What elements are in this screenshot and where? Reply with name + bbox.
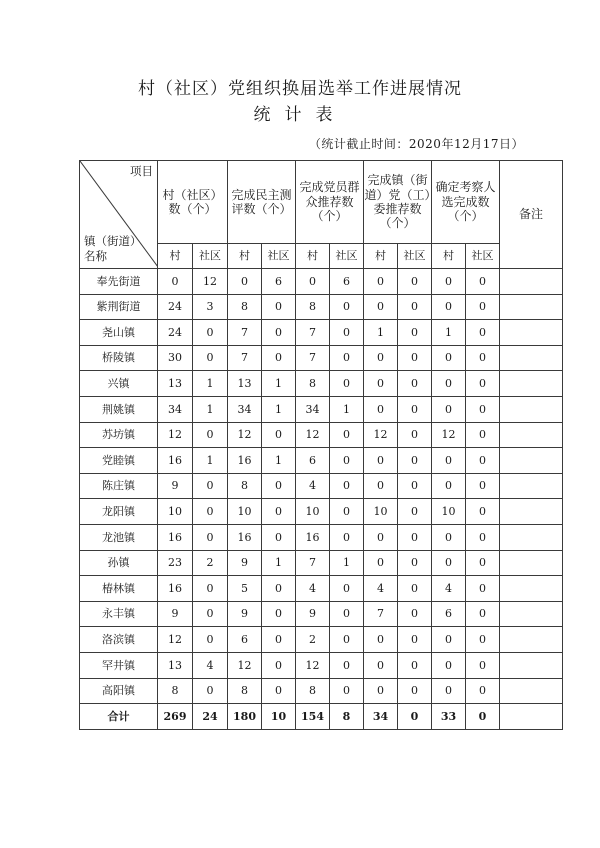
town-name: 龙池镇	[80, 524, 158, 550]
table-cell: 8	[296, 294, 330, 320]
table-cell: 0	[466, 345, 500, 371]
table-cell: 7	[228, 345, 262, 371]
table-cell: 0	[193, 601, 228, 627]
table-cell: 10	[432, 499, 466, 525]
table-cell: 0	[466, 448, 500, 474]
group-header-committee-recommendation: 完成镇（街道）党（工）委推荐数（个）	[364, 161, 432, 244]
table-cell: 1	[193, 448, 228, 474]
table-cell: 0	[466, 473, 500, 499]
town-name: 孙镇	[80, 550, 158, 576]
table-cell: 7	[296, 550, 330, 576]
table-cell: 0	[262, 627, 296, 653]
table-cell: 0	[398, 550, 432, 576]
table-cell: 8	[330, 704, 364, 730]
town-name: 罕井镇	[80, 652, 158, 678]
table-cell: 0	[262, 499, 296, 525]
town-name: 高阳镇	[80, 678, 158, 704]
table-cell: 16	[296, 524, 330, 550]
table-cell: 4	[296, 576, 330, 602]
table-row	[80, 473, 563, 499]
corner-label-item: 项目	[130, 164, 153, 178]
table-cell: 0	[193, 524, 228, 550]
table-row	[80, 422, 563, 448]
sub-header-village: 村	[228, 244, 262, 269]
remark-cell	[500, 473, 563, 499]
table-cell: 0	[398, 294, 432, 320]
remark-cell	[500, 627, 563, 653]
table-cell: 33	[432, 704, 466, 730]
group-header-village-count: 村（社区）数（个）	[158, 161, 228, 244]
table-cell: 0	[398, 448, 432, 474]
table-cell: 0	[466, 524, 500, 550]
table-cell: 0	[466, 550, 500, 576]
table-row	[80, 499, 563, 525]
table-cell: 0	[466, 499, 500, 525]
document-title: 村（社区）党组织换届选举工作进展情况	[138, 79, 462, 99]
table-cell: 5	[228, 576, 262, 602]
town-name: 兴镇	[80, 371, 158, 397]
table-cell: 0	[364, 473, 398, 499]
table-cell: 0	[364, 524, 398, 550]
table-cell: 6	[330, 269, 364, 295]
table-cell: 0	[262, 601, 296, 627]
sub-header-community: 社区	[193, 244, 228, 269]
table-cell: 8	[158, 678, 193, 704]
sub-header-community: 社区	[398, 244, 432, 269]
table-cell: 0	[262, 524, 296, 550]
table-cell: 1	[193, 371, 228, 397]
table-cell: 0	[466, 320, 500, 346]
remark-cell	[500, 652, 563, 678]
town-name: 苏坊镇	[80, 422, 158, 448]
table-cell: 1	[262, 448, 296, 474]
table-cell: 8	[228, 473, 262, 499]
remark-cell	[500, 371, 563, 397]
table-cell: 34	[296, 396, 330, 422]
table-row	[80, 320, 563, 346]
table-row	[80, 524, 563, 550]
remark-cell	[500, 269, 563, 295]
table-cell: 0	[432, 473, 466, 499]
table-cell: 16	[228, 448, 262, 474]
group-header-democratic-evaluation: 完成民主测评数（个）	[228, 161, 296, 244]
town-name: 洛滨镇	[80, 627, 158, 653]
table-row	[80, 371, 563, 397]
table-cell: 0	[330, 678, 364, 704]
sub-header-village: 村	[432, 244, 466, 269]
table-cell: 12	[158, 422, 193, 448]
table-cell: 0	[330, 627, 364, 653]
table-cell: 0	[364, 678, 398, 704]
table-cell: 0	[193, 678, 228, 704]
table-cell: 0	[398, 652, 432, 678]
remark-cell	[500, 396, 563, 422]
remark-cell	[500, 422, 563, 448]
table-cell: 10	[228, 499, 262, 525]
table-cell: 8	[228, 678, 262, 704]
table-row	[80, 269, 563, 295]
table-cell: 0	[398, 576, 432, 602]
table-cell: 0	[364, 550, 398, 576]
table-cell: 0	[364, 396, 398, 422]
town-name: 椿林镇	[80, 576, 158, 602]
table-cell: 0	[364, 448, 398, 474]
table-cell: 0	[398, 473, 432, 499]
table-cell: 0	[398, 627, 432, 653]
table-cell: 0	[296, 269, 330, 295]
table-cell: 7	[364, 601, 398, 627]
table-cell: 10	[158, 499, 193, 525]
table-cell: 7	[228, 320, 262, 346]
table-cell: 6	[432, 601, 466, 627]
table-cell: 0	[330, 473, 364, 499]
table-cell: 0	[330, 524, 364, 550]
table-cell: 0	[330, 294, 364, 320]
table-cell: 0	[193, 345, 228, 371]
table-cell: 0	[193, 576, 228, 602]
table-cell: 24	[158, 320, 193, 346]
table-cell: 0	[193, 627, 228, 653]
table-cell: 8	[296, 678, 330, 704]
table-cell: 0	[193, 473, 228, 499]
table-cell: 4	[364, 576, 398, 602]
table-cell: 12	[296, 422, 330, 448]
table-cell: 12	[228, 652, 262, 678]
table-cell: 12	[432, 422, 466, 448]
table-cell: 0	[262, 576, 296, 602]
table-cell: 0	[262, 320, 296, 346]
table-cell: 0	[466, 627, 500, 653]
town-name: 荆姚镇	[80, 396, 158, 422]
table-cell: 0	[330, 576, 364, 602]
remark-cell	[500, 576, 563, 602]
table-row	[80, 576, 563, 602]
table-cell: 0	[398, 704, 432, 730]
table-cell: 10	[296, 499, 330, 525]
table-cell: 0	[432, 294, 466, 320]
table-cell: 0	[432, 678, 466, 704]
table-cell: 6	[296, 448, 330, 474]
table-cell: 0	[432, 269, 466, 295]
table-cell: 4	[296, 473, 330, 499]
statistics-table	[79, 160, 563, 730]
table-cell: 180	[228, 704, 262, 730]
table-cell: 7	[296, 345, 330, 371]
table-cell: 8	[296, 371, 330, 397]
corner-header	[80, 161, 158, 269]
table-cell: 0	[466, 269, 500, 295]
table-cell: 30	[158, 345, 193, 371]
town-name: 桥陵镇	[80, 345, 158, 371]
table-cell: 16	[158, 524, 193, 550]
cutoff-date-note: （统计截止时间：2020年12月17日）	[308, 137, 524, 151]
table-row	[80, 448, 563, 474]
table-cell: 0	[432, 524, 466, 550]
remark-cell	[500, 499, 563, 525]
table-cell: 0	[262, 678, 296, 704]
table-cell: 0	[466, 601, 500, 627]
table-cell: 12	[364, 422, 398, 448]
table-cell: 3	[193, 294, 228, 320]
table-cell: 0	[262, 345, 296, 371]
sub-header-community: 社区	[330, 244, 364, 269]
table-cell: 0	[432, 345, 466, 371]
table-cell: 154	[296, 704, 330, 730]
table-row	[80, 294, 563, 320]
table-cell: 0	[466, 652, 500, 678]
table-cell: 10	[364, 499, 398, 525]
table-cell: 7	[296, 320, 330, 346]
table-cell: 0	[432, 652, 466, 678]
table-cell: 0	[466, 422, 500, 448]
table-cell: 0	[262, 294, 296, 320]
table-cell: 0	[398, 601, 432, 627]
table-cell: 0	[398, 371, 432, 397]
table-cell: 12	[158, 627, 193, 653]
table-cell: 0	[330, 371, 364, 397]
table-cell: 0	[193, 499, 228, 525]
table-cell: 0	[466, 678, 500, 704]
town-name: 陈庄镇	[80, 473, 158, 499]
table-cell: 0	[330, 422, 364, 448]
remark-cell	[500, 550, 563, 576]
sub-header-village: 村	[364, 244, 398, 269]
table-cell: 0	[364, 627, 398, 653]
table-cell: 9	[296, 601, 330, 627]
table-cell: 0	[262, 652, 296, 678]
table-cell: 0	[398, 345, 432, 371]
table-cell: 0	[330, 601, 364, 627]
table-cell: 0	[398, 422, 432, 448]
table-cell: 9	[158, 473, 193, 499]
table-cell: 34	[364, 704, 398, 730]
table-cell: 0	[158, 269, 193, 295]
table-cell: 0	[466, 294, 500, 320]
table-cell: 6	[262, 269, 296, 295]
table-cell: 24	[193, 704, 228, 730]
table-row	[80, 627, 563, 653]
table-cell: 0	[330, 320, 364, 346]
table-cell: 10	[262, 704, 296, 730]
table-cell: 34	[158, 396, 193, 422]
table-cell: 2	[296, 627, 330, 653]
table-cell: 0	[466, 371, 500, 397]
table-cell: 0	[466, 704, 500, 730]
table-cell: 269	[158, 704, 193, 730]
table-cell: 24	[158, 294, 193, 320]
table-cell: 0	[398, 678, 432, 704]
table-cell: 1	[432, 320, 466, 346]
table-cell: 0	[364, 652, 398, 678]
sub-header-village: 村	[158, 244, 193, 269]
table-cell: 0	[262, 473, 296, 499]
table-cell: 0	[432, 396, 466, 422]
table-cell: 1	[330, 550, 364, 576]
table-cell: 0	[398, 396, 432, 422]
table-cell: 0	[330, 448, 364, 474]
table-cell: 4	[193, 652, 228, 678]
table-cell: 4	[432, 576, 466, 602]
table-cell: 6	[228, 627, 262, 653]
remark-header: 备注	[500, 161, 563, 269]
town-name: 龙阳镇	[80, 499, 158, 525]
group-header-candidate-confirmed: 确定考察人选完成数（个）	[432, 161, 500, 244]
remark-cell	[500, 320, 563, 346]
table-cell: 0	[398, 269, 432, 295]
table-cell: 0	[193, 422, 228, 448]
table-body	[80, 269, 563, 730]
table-cell: 13	[158, 371, 193, 397]
remark-cell	[500, 448, 563, 474]
table-cell: 0	[193, 320, 228, 346]
table-row	[80, 652, 563, 678]
table-cell: 1	[262, 550, 296, 576]
remark-cell	[500, 345, 563, 371]
remark-cell	[500, 294, 563, 320]
table-cell: 9	[228, 601, 262, 627]
table-cell: 0	[398, 320, 432, 346]
total-label: 合计	[80, 704, 158, 730]
table-cell: 9	[228, 550, 262, 576]
table-cell: 16	[228, 524, 262, 550]
town-name: 尧山镇	[80, 320, 158, 346]
table-cell: 12	[296, 652, 330, 678]
table-cell: 9	[158, 601, 193, 627]
table-cell: 0	[262, 422, 296, 448]
table-cell: 23	[158, 550, 193, 576]
table-row	[80, 396, 563, 422]
table-cell: 0	[432, 550, 466, 576]
table-cell: 13	[228, 371, 262, 397]
table-cell: 0	[432, 448, 466, 474]
total-row	[80, 704, 563, 730]
town-name: 紫荆街道	[80, 294, 158, 320]
corner-label-town: 镇（街道） 名称	[84, 234, 142, 264]
document-subtitle: 统计表	[253, 105, 347, 125]
town-name: 永丰镇	[80, 601, 158, 627]
remark-cell	[500, 601, 563, 627]
table-cell: 12	[193, 269, 228, 295]
table-cell: 1	[330, 396, 364, 422]
table-cell: 16	[158, 448, 193, 474]
table-cell: 1	[262, 396, 296, 422]
table-cell: 0	[330, 499, 364, 525]
table-cell: 0	[398, 524, 432, 550]
table-cell: 0	[364, 371, 398, 397]
table-cell: 16	[158, 576, 193, 602]
table-row	[80, 678, 563, 704]
table-cell: 0	[432, 371, 466, 397]
table-cell: 0	[398, 499, 432, 525]
table-cell: 0	[330, 652, 364, 678]
sub-header-village: 村	[296, 244, 330, 269]
table-cell: 0	[364, 345, 398, 371]
table-row	[80, 345, 563, 371]
table-cell: 12	[228, 422, 262, 448]
table-cell: 0	[364, 269, 398, 295]
table-row	[80, 601, 563, 627]
table-cell: 13	[158, 652, 193, 678]
table-cell: 2	[193, 550, 228, 576]
table-cell: 0	[330, 345, 364, 371]
remark-cell	[500, 704, 563, 730]
remark-cell	[500, 524, 563, 550]
table-cell: 1	[193, 396, 228, 422]
town-name: 奉先街道	[80, 269, 158, 295]
table-cell: 0	[228, 269, 262, 295]
table-cell: 0	[364, 294, 398, 320]
table-cell: 1	[262, 371, 296, 397]
table-cell: 0	[432, 627, 466, 653]
remark-cell	[500, 678, 563, 704]
table-row	[80, 550, 563, 576]
table-cell: 1	[364, 320, 398, 346]
table-cell: 8	[228, 294, 262, 320]
table-cell: 34	[228, 396, 262, 422]
table-cell: 0	[466, 576, 500, 602]
group-header-member-recommendation: 完成党员群众推荐数（个）	[296, 161, 364, 244]
table-cell: 0	[466, 396, 500, 422]
town-name: 党睦镇	[80, 448, 158, 474]
sub-header-community: 社区	[262, 244, 296, 269]
sub-header-community: 社区	[466, 244, 500, 269]
